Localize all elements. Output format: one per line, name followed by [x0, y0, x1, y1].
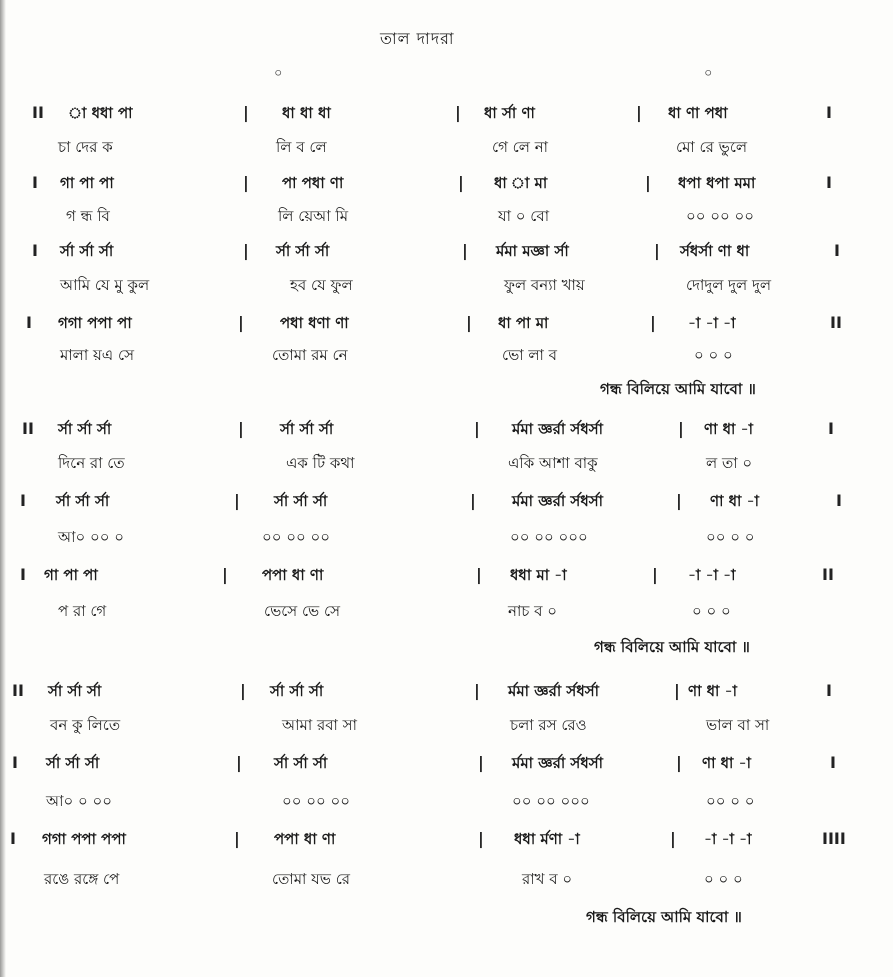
bar-line: |	[474, 419, 480, 438]
notation-group: গগা পপা পা	[58, 314, 132, 332]
lyric-group: এক টি কথা	[286, 454, 355, 472]
notation-line	[0, 170, 893, 196]
start-bar: II	[32, 103, 44, 122]
lyric-group: বন কু লিতে	[50, 716, 121, 734]
notation-group: ধধা মা -া	[510, 566, 567, 584]
lyric-group: আ০ ০ ০০	[46, 792, 113, 810]
lyric-group: গ ন্ধ বি	[66, 207, 110, 225]
start-bar: I	[20, 565, 26, 584]
bar-line: |	[238, 419, 244, 438]
bar-line: |	[236, 753, 242, 772]
lyrics-line	[0, 788, 893, 814]
lyric-group: ফুল বন্যা খায়	[504, 276, 585, 294]
bar-line: |	[222, 565, 228, 584]
notation-group: র্মমা জ্ঞর্রা র্সধর্সা	[512, 420, 603, 438]
notation-group: গগা পপা পপা	[42, 830, 126, 848]
notation-group: র্সা র্সা র্সা	[274, 492, 328, 510]
notation-group: ণা ধা -া	[702, 754, 751, 772]
lyrics-line	[0, 524, 893, 550]
bar-line: |	[676, 753, 682, 772]
notation-group: া ধধা পা	[68, 104, 133, 122]
end-bar: IIII	[822, 829, 846, 848]
end-bar: II	[830, 313, 842, 332]
lyric-group: ০০ ০ ০	[706, 528, 755, 546]
notation-group: -া -া -া	[688, 566, 736, 584]
lyric-group: আ০ ০০ ০	[58, 528, 125, 546]
lyric-group: রাখ ব ০	[522, 870, 573, 888]
start-bar: I	[32, 241, 38, 260]
notation-group: র্সা র্সা র্সা	[56, 492, 110, 510]
notation-group: গা পা পা	[60, 174, 114, 192]
bar-line: |	[470, 491, 476, 510]
bar-line: |	[474, 681, 480, 700]
lyric-group: লি য়েআ মি	[278, 207, 349, 225]
notation-line	[0, 310, 893, 336]
taal-title: তাল দাদরা	[380, 29, 455, 48]
notation-group: র্সা র্সা র্সা	[58, 420, 112, 438]
lyric-group: রঙে রঙ্গে পে	[44, 870, 120, 888]
end-bar: I	[826, 173, 832, 192]
lyric-group: ল তা ০	[706, 454, 753, 472]
lyrics-line	[0, 203, 893, 229]
bar-line: |	[476, 565, 482, 584]
lyric-group: ০০ ০০ ০০	[686, 207, 755, 225]
lyric-group: ভাল বা সা	[706, 716, 770, 734]
bar-line: |	[650, 313, 656, 332]
lyric-group: লি ব লে	[276, 138, 327, 156]
lyric-group: আমি যে মু কুল	[60, 276, 150, 294]
end-bar: I	[834, 241, 840, 260]
notation-group: র্মমা জ্ঞর্রা র্সধর্সা	[512, 754, 603, 772]
start-bar: I	[12, 753, 18, 772]
lyric-group: যা ০ বো	[498, 207, 550, 225]
start-bar: I	[20, 491, 26, 510]
lyrics-line	[0, 866, 893, 892]
notation-line	[0, 488, 893, 514]
lyric-group: তোমা রম নে	[272, 346, 348, 364]
notation-group: ধপা ধপা মমা	[678, 174, 756, 192]
lyric-group: গে লে না	[492, 138, 549, 156]
notation-group: ণা ধা -া	[704, 420, 753, 438]
lyric-group: দিনে রা তে	[58, 454, 125, 472]
notation-group: ণা ধা -া	[710, 492, 759, 510]
notation-line	[0, 750, 893, 776]
notation-group: ধা া মা	[494, 174, 548, 192]
refrain: গন্ধ বিলিয়ে আমি যাবো ॥	[600, 380, 756, 398]
notation-line	[0, 100, 893, 126]
refrain: গন্ধ বিলিয়ে আমি যাবো ॥	[586, 908, 742, 926]
notation-group: র্সা র্সা র্সা	[274, 754, 328, 772]
lyric-group: ০০ ০০ ০০০	[512, 792, 590, 810]
end-bar: II	[822, 565, 834, 584]
notation-group: র্মমা মজ্ঞা র্সা	[496, 242, 569, 260]
notation-line	[0, 562, 893, 588]
bar-line: |	[234, 829, 240, 848]
bar-line: |	[652, 565, 658, 584]
start-bar: II	[12, 681, 24, 700]
bar-line: |	[240, 681, 246, 700]
notation-group: র্সা র্সা র্সা	[276, 242, 330, 260]
bar-line: |	[676, 491, 682, 510]
lyric-group: প রা গে	[58, 602, 107, 620]
notation-group: র্সা র্সা র্সা	[48, 682, 102, 700]
lyric-group: দোদুল দুল দুল	[686, 276, 772, 294]
bar-line: |	[234, 491, 240, 510]
lyric-group: মালা য়এ সে	[60, 346, 134, 364]
notation-group: র্সা র্সা র্সা	[46, 754, 100, 772]
notation-group: ধা র্সা ণা	[484, 104, 535, 122]
notation-group: পা পধা ণা	[282, 174, 344, 192]
end-bar: I	[830, 753, 836, 772]
start-bar: I	[32, 173, 38, 192]
start-bar: I	[26, 313, 32, 332]
notation-group: -া -া -া	[688, 314, 736, 332]
lyric-group: ০০ ০ ০	[706, 792, 755, 810]
bar-line: |	[674, 681, 680, 700]
notation-group: ধা ধা ধা	[282, 104, 331, 122]
bar-line: |	[478, 753, 484, 772]
lyric-group: আমা রবা সা	[282, 716, 357, 734]
bar-line: |	[654, 241, 660, 260]
bar-line: |	[243, 103, 249, 122]
lyric-group: চলা রস রেও	[510, 716, 587, 734]
bar-line: |	[478, 829, 484, 848]
lyrics-line	[0, 272, 893, 298]
notation-group: -া -া -া	[704, 830, 752, 848]
lyric-group: ০ ০ ০	[692, 602, 731, 620]
lyrics-line	[0, 598, 893, 624]
notation-group: ধা পা মা	[498, 314, 549, 332]
start-bar: II	[22, 419, 34, 438]
bar-line: |	[455, 103, 461, 122]
lyric-group: ০ ০ ০	[694, 346, 733, 364]
beat-mark-1: ০	[274, 66, 283, 81]
bar-line: |	[636, 103, 642, 122]
bar-line: |	[462, 241, 468, 260]
start-bar: I	[10, 829, 16, 848]
lyrics-line	[0, 134, 893, 160]
bar-line: |	[466, 313, 472, 332]
lyric-group: হব যে ফুল	[290, 276, 353, 294]
lyric-group: চা দের ক	[58, 138, 113, 156]
lyric-group: ০০ ০০ ০০০	[510, 528, 588, 546]
lyric-group: একি আশা বাকু	[508, 454, 598, 472]
notation-line	[0, 416, 893, 442]
lyric-group: ০০ ০০ ০০	[262, 528, 331, 546]
bar-line: |	[243, 241, 249, 260]
notation-line	[0, 678, 893, 704]
lyric-group: ০ ০ ০	[704, 870, 743, 888]
notation-group: গা পা পা	[44, 566, 98, 584]
notation-group: র্সধর্সা ণা ধা	[680, 242, 750, 260]
notation-group: ধা ণা পধা	[668, 104, 728, 122]
bar-line: |	[243, 173, 249, 192]
notation-group: র্সা র্সা র্সা	[270, 682, 324, 700]
lyric-group: নাচ ব ০	[508, 602, 558, 620]
end-bar: I	[826, 681, 832, 700]
lyric-group: ০০ ০০ ০০	[282, 792, 351, 810]
bar-line: |	[678, 419, 684, 438]
end-bar: I	[826, 103, 832, 122]
notation-group: ণা ধা -া	[688, 682, 737, 700]
lyrics-line	[0, 342, 893, 368]
notation-group: পধা ধণা ণা	[280, 314, 349, 332]
notation-line	[0, 238, 893, 264]
lyric-group: তোমা যভ রে	[272, 870, 351, 888]
notation-group: পপা ধা ণা	[262, 566, 324, 584]
lyric-group: ভেসে ভে সে	[264, 602, 340, 620]
end-bar: I	[836, 491, 842, 510]
notation-group: র্মমা জ্ঞর্রা র্সধর্সা	[508, 682, 599, 700]
notation-line	[0, 826, 893, 852]
end-bar: I	[828, 419, 834, 438]
beat-mark-2: ০	[704, 66, 713, 81]
lyric-group: ভো লা ব	[502, 346, 558, 364]
notation-group: পপা ধা ণা	[274, 830, 336, 848]
notation-group: ধধা র্মণা -া	[514, 830, 580, 848]
notation-group: র্সা র্সা র্সা	[280, 420, 334, 438]
lyric-group: মো রে ভুলে	[676, 138, 748, 156]
bar-line: |	[645, 173, 651, 192]
lyrics-line	[0, 712, 893, 738]
bar-line: |	[458, 173, 464, 192]
notation-group: র্মমা জ্ঞর্রা র্সধর্সা	[512, 492, 603, 510]
lyrics-line	[0, 450, 893, 476]
bar-line: |	[238, 313, 244, 332]
bar-line: |	[670, 829, 676, 848]
notation-group: র্সা র্সা র্সা	[60, 242, 114, 260]
refrain: গন্ধ বিলিয়ে আমি যাবো ॥	[594, 638, 750, 656]
